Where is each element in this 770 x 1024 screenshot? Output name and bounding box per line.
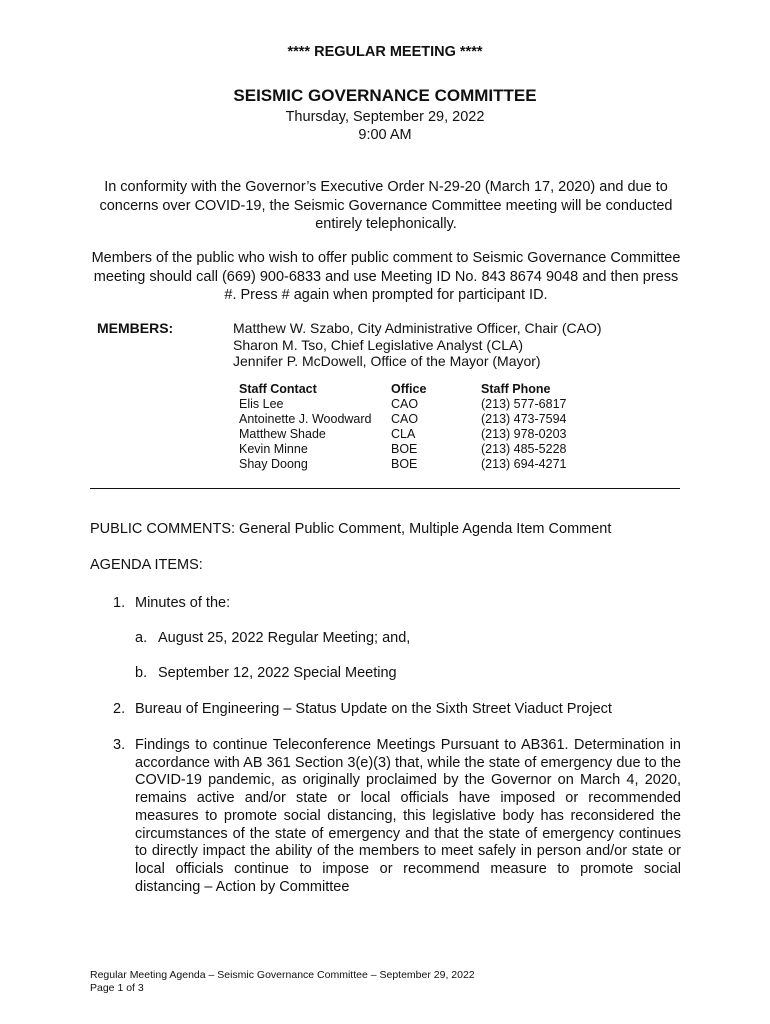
member-item: Sharon M. Tso, Chief Legislative Analyst (CLA)	[233, 336, 523, 353]
staff-office: CAO	[391, 397, 419, 411]
staff-phone-header: Staff Phone	[481, 382, 551, 396]
members-list	[233, 320, 602, 370]
staff-office: CLA	[391, 427, 416, 441]
staff-contact-header: Staff Contact	[239, 382, 317, 396]
staff-phone: (213) 694-4271	[481, 457, 567, 471]
meeting-datetime	[0, 108, 770, 144]
member-item: Jennifer P. McDowell, Office of the Mayor (Mayor)	[233, 353, 541, 369]
agenda-item-3-text: Findings to continue Teleconference Meetings Pursuant to AB361. Determination in accordance with AB 361 Section 3(e)(3) that, while the state of emergency due to the COVID-19 pandemic, as originally proclaimed by the Governor on March 4, 2020, remains active and/or state or local officials have imposed or recommended measures to promote social distancing, this legislative body has reconsidered the circumstances of the state of emergency and that the state of emergency continues to directly impact the ability of the members to meet safely in person and/or state or local officials continue to impose or recommend measure to promote social distancing – Action by Committee	[135, 737, 681, 895]
agenda-items-label: AGENDA ITEMS:	[90, 557, 203, 573]
meeting-time: 9:00 AM	[358, 127, 412, 143]
staff-name: Kevin Minne	[239, 442, 308, 456]
agenda-item-2-number: 2.	[113, 701, 126, 717]
page-footer	[90, 969, 475, 995]
office-header: Office	[391, 382, 427, 396]
agenda-item-1-text: Minutes of the:	[135, 595, 231, 611]
staff-office: BOE	[391, 457, 418, 471]
table-row	[239, 442, 566, 457]
staff-office: CAO	[391, 412, 419, 426]
agenda-item-1b-label: b.	[135, 665, 148, 681]
staff-table	[239, 382, 566, 472]
table-row	[239, 457, 566, 472]
staff-name: Matthew Shade	[239, 427, 326, 441]
staff-name: Antoinette J. Woodward	[239, 412, 372, 426]
committee-title: SEISMIC GOVERNANCE COMMITTEE	[233, 86, 537, 105]
agenda-item-1a-text: August 25, 2022 Regular Meeting; and,	[158, 630, 411, 646]
staff-name: Elis Lee	[239, 397, 284, 411]
staff-office: BOE	[391, 442, 418, 456]
public-comments-line: PUBLIC COMMENTS: General Public Comment, Multiple Agenda Item Comment	[90, 521, 612, 537]
section-divider	[90, 488, 680, 489]
meeting-banner: **** REGULAR MEETING ****	[287, 44, 483, 60]
intro-paragraph-2: Members of the public who wish to offer public comment to Seismic Governance Committee meeting should call (669) 900-6833 and use Meeting ID No. 843 8674 9048 and then press #. Press # again when prompted for participant ID.	[91, 250, 681, 303]
members-label: MEMBERS:	[97, 320, 174, 336]
footer-title: Regular Meeting Agenda – Seismic Governance Committee – September 29, 2022	[90, 969, 475, 981]
intro-paragraph-1: In conformity with the Governor’s Executive Order N-29-20 (March 17, 2020) and due to concerns over COVID-19, the Seismic Governance Committee meeting will be conducted entirely telephonically.	[99, 179, 673, 232]
staff-phone: (213) 473-7594	[481, 412, 567, 426]
meeting-date: Thursday, September 29, 2022	[285, 109, 485, 125]
staff-phone: (213) 577-6817	[481, 397, 567, 411]
agenda-item-3-number: 3.	[113, 737, 126, 753]
member-item: Matthew W. Szabo, City Administrative Officer, Chair (CAO)	[233, 320, 602, 336]
table-row	[239, 397, 566, 412]
page-number: Page 1 of 3	[90, 982, 144, 994]
staff-phone: (213) 485-5228	[481, 442, 567, 456]
table-row	[239, 427, 566, 442]
agenda-item-1-number: 1.	[113, 595, 126, 611]
staff-name: Shay Doong	[239, 457, 308, 471]
staff-header-row	[239, 382, 566, 397]
staff-phone: (213) 978-0203	[481, 427, 567, 441]
table-row	[239, 412, 566, 427]
agenda-item-2-text: Bureau of Engineering – Status Update on the Sixth Street Viaduct Project	[135, 701, 612, 717]
agenda-item-1a-label: a.	[135, 630, 148, 646]
agenda-item-1b-text: September 12, 2022 Special Meeting	[158, 665, 397, 681]
